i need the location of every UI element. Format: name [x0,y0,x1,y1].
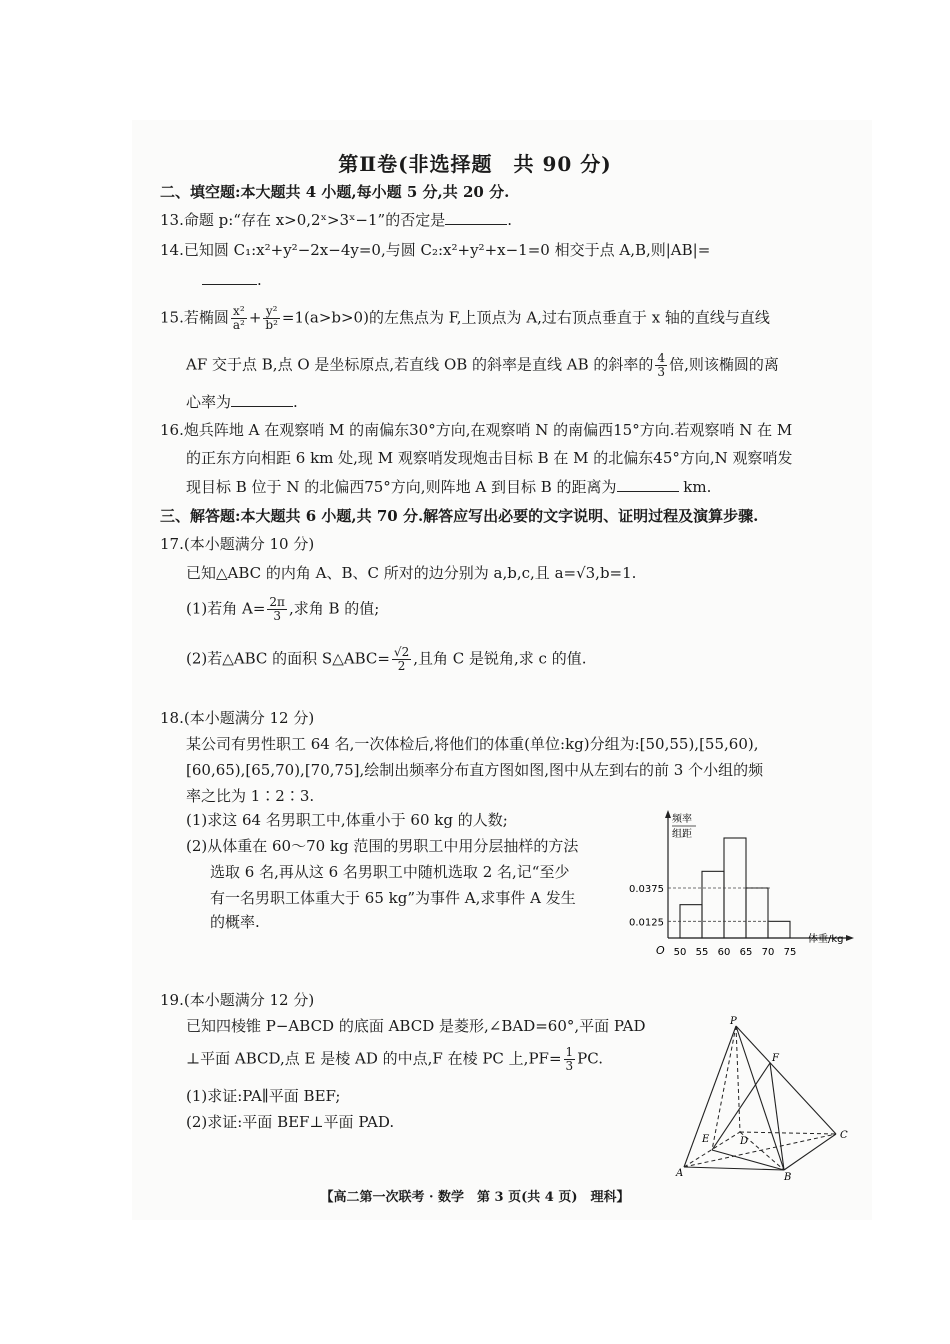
question-15-line2: AF 交于点 B,点 O 是坐标原点,若直线 OB 的斜率是直线 AB 的斜率的 $\frac{4}{3}$ 倍,则该椭圆的离 [186,351,779,379]
edge-DC [740,1132,836,1134]
x-tick-label: 55 [695,947,709,958]
vertex-C: C [840,1130,848,1141]
y-label-top: 频率 [672,814,692,825]
question-16-line1: 16.炮兵阵地 A 在观察哨 M 的南偏东30°方向,在观察哨 N 的南偏西15°方向.若观察哨 N 在 M [160,421,793,439]
question-17-stem: 已知△ABC 的内角 A、B、C 所对的边分别为 a,b,c,且 a=√3,b=1. [186,564,637,582]
question-18-line2: [60,65),[65,70),[70,75],绘制出频率分布直方图如图,图中从左到右的前 3 个小组的频 [186,761,764,779]
question-17-header: 17.(本小题满分 10 分) [160,535,315,553]
x-tick-label: 75 [783,947,797,958]
fraction: $\frac{4}{3}$ [657,351,666,379]
x-tick-label: 65 [739,947,753,958]
answer-blank [202,270,257,285]
page-footer: 【高二第一次联考 · 数学 第 3 页(共 4 页) 理科】 [320,1190,630,1205]
question-15-line1: 15.若椭圆 $\frac{\text{x²}}{\text{a²}}$ + $\frac{\text{y²}}{\text{b²}}$ =1(a>b>0)的左焦点为 F,上顶点为 A,过右顶点垂直于 x 轴的直线与直线 [160,304,770,332]
question-18-part2-line1: (2)从体重在 60～70 kg 范围的男职工中用分层抽样的方法 [186,837,579,855]
section-2-heading: 二、填空题:本大题共 4 小题,每小题 5 分,共 20 分. [160,183,510,201]
vertex-B: B [784,1172,792,1183]
section-3-heading: 三、解答题:本大题共 6 小题,共 70 分.解答应写出必要的文字说明、证明过程及演算步骤. [160,507,759,525]
question-19-part1: (1)求证:PA∥平面 BEF; [186,1087,341,1105]
y-tick-label: 0.0375 [629,884,664,895]
answer-blank [231,392,293,407]
question-19-line2: ⊥平面 ABCD,点 E 是棱 AD 的中点,F 在棱 PC 上,PF= $\frac{1}{3}$ PC. [186,1045,603,1073]
origin-label: O [656,944,665,957]
y-axis-arrow [665,810,671,818]
x-tick-label: 70 [761,947,775,958]
question-16-line3: 现目标 B 位于 N 的北偏西75°方向,则阵地 A 到目标 B 的距离为 km. [186,478,712,496]
edge-PA [684,1026,736,1167]
vertex-P: P [730,1016,737,1027]
question-18-part2-line2: 选取 6 名,再从这 6 名男职工中随机选取 2 名,记“至少 [210,863,570,881]
question-14-blank: . [202,270,262,290]
answer-blank [445,210,507,225]
fraction: $\frac{√2}{2}$ [393,645,410,673]
question-18-part2-line3: 有一名男职工体重大于 65 kg”为事件 A,求事件 A 发生 [210,889,576,907]
question-16-line2: 的正东方向相距 6 km 处,现 M 观察哨发现炮击目标 B 在 M 的北偏东45°方向,N 观察哨发 [186,449,793,467]
edge-AB [684,1167,784,1170]
question-15-line3: 心率为 . [186,393,298,411]
x-axis-arrow [846,935,854,941]
question-19-part2: (2)求证:平面 BEF⊥平面 PAD. [186,1113,395,1131]
page-title: 第Ⅱ卷(非选择题 共 90 分) [338,152,612,176]
question-17-part1: (1)若角 A= $\frac{2\pi}{3}$ ,求角 B 的值; [186,595,380,623]
fraction: $\frac{2\pi}{3}$ [269,595,285,623]
question-18-line1: 某公司有男性职工 64 名,一次体检后,将他们的体重(单位:kg)分组为:[50,55),[55,60), [186,735,759,753]
y-label-bottom: 组距 [672,829,692,840]
edge-PB [736,1026,784,1170]
histogram-chart [620,804,860,964]
x-tick-label: 50 [673,947,687,958]
fraction: $\frac{\text{y²}}{\text{b²}}$ [265,304,278,332]
y-tick-label: 0.0125 [629,917,664,929]
fraction: $\frac{\text{x²}}{\text{a²}}$ [232,304,245,332]
question-18-part2-line4: 的概率. [210,913,260,931]
x-tick-label: 60 [717,947,731,958]
pyramid-figure [672,1012,862,1184]
question-17-part2: (2)若△ABC 的面积 S△ABC= $\frac{√2}{2}$ ,且角 C 是锐角,求 c 的值. [186,645,587,673]
edge-BF [770,1063,784,1170]
vertex-E: E [702,1134,710,1145]
fraction: $\frac{1}{3}$ [565,1045,574,1073]
x-axis-label: 体重/kg [808,934,844,945]
question-14: 14.已知圆 C₁:x²+y²−2x−4y=0,与圆 C₂:x²+y²+x−1=0 相交于点 A,B,则|AB|= [160,241,711,259]
histogram-bar-5 [768,921,790,938]
answer-blank [617,477,679,492]
question-19-line1: 已知四棱锥 P−ABCD 的底面 ABCD 是菱形,∠BAD=60°,平面 PAD [186,1017,646,1035]
edge-PC [736,1026,836,1134]
edge-PD [736,1026,740,1132]
question-19-header: 19.(本小题满分 12 分) [160,991,315,1009]
question-18-header: 18.(本小题满分 12 分) [160,709,315,727]
question-18-part1: (1)求这 64 名男职工中,体重小于 60 kg 的人数; [186,811,508,829]
vertex-D: D [740,1136,749,1147]
vertex-F: F [772,1053,779,1064]
histogram-bar-2 [702,871,724,938]
question-13: 13.命题 p:“存在 x>0,2ˣ>3ˣ−1”的否定是 . [160,211,512,229]
question-18-line3: 率之比为 1∶2∶3. [186,787,315,805]
histogram-bar-4 [746,888,768,938]
vertex-A: A [676,1168,684,1179]
